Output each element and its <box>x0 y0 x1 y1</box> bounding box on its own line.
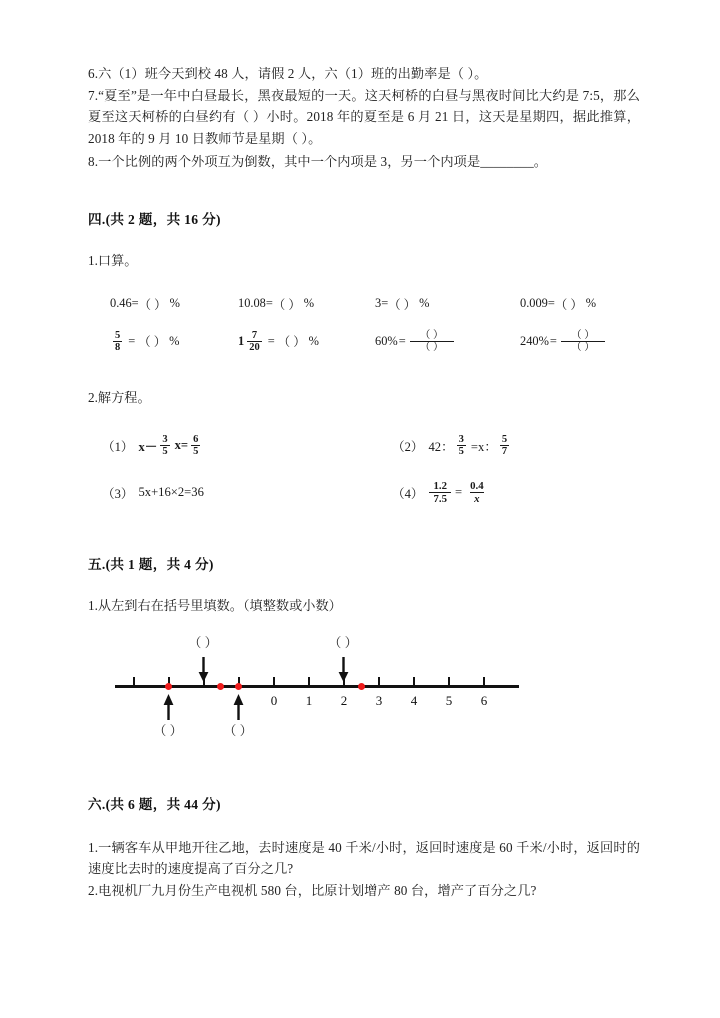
number-line-tick <box>483 677 485 686</box>
equation-1-label: （1） <box>102 440 134 455</box>
calc-unit-5: % <box>308 333 319 348</box>
number-line-blank-above-1[interactable]: （ ） <box>188 634 218 650</box>
section-four-q2-title: 2.解方程。 <box>88 390 151 406</box>
equation-4-fraction-right <box>466 480 488 505</box>
fraction-numerator: 5 <box>501 434 508 446</box>
calc-item-mixed-number <box>238 330 375 354</box>
blank-numerator[interactable]: （ ） <box>571 329 595 341</box>
number-line-tick <box>413 677 415 686</box>
fraction-7-20 <box>247 330 262 354</box>
calc-eq-sign-3: = <box>549 333 557 348</box>
calc-eq-sign-2: = <box>398 333 406 348</box>
question-6-text: 6.六（1）班今天到校 48 人，请假 2 人，六（1）班的出勤率是（ ）。 <box>88 66 488 81</box>
equation-2-pre: 42： <box>428 440 454 455</box>
calc-blank-1[interactable]: （ ） <box>272 297 301 312</box>
equation-2-label: （2） <box>392 440 424 455</box>
number-line-label-4: 4 <box>410 692 418 708</box>
fraction-numerator: 6 <box>193 434 199 446</box>
fraction-numerator: 7 <box>251 329 258 341</box>
calc-item-five-eighths <box>110 330 238 354</box>
calc-blank-4[interactable]: （ ） <box>138 335 167 350</box>
fill-in-question-7 <box>88 85 640 150</box>
equation-1-mid: x= <box>174 438 189 453</box>
mixed-number-1-7-20 <box>238 330 265 354</box>
question-7-text: 7.“夏至”是一年中白昼最长，黑夜最短的一天。这天柯桥的白昼与黑夜时间比大约是 7:5，那么夏至这天柯桥的白昼约有（ ）小时。2018 年的夏至是 6 月 21 日，这天是星期四，据此推算，2018 年的 9 月 10 日教师节是星期（ ）。 <box>88 87 640 146</box>
number-line-tick <box>273 677 275 686</box>
fraction-denominator: 5 <box>458 446 464 458</box>
calc-unit-1: % <box>303 296 315 310</box>
number-line-label-0: 0 <box>270 692 278 708</box>
blank-numerator[interactable]: （ ） <box>419 329 444 341</box>
fraction-denominator: 20 <box>249 341 260 353</box>
arrow-up-icon-1 <box>163 694 174 720</box>
section-four-heading: 四.(共 2 题，共 16 分) <box>88 211 221 227</box>
calc-unit-3: % <box>585 296 597 310</box>
fraction-numerator: 1.2 <box>433 479 447 492</box>
fraction-denominator: x <box>470 492 483 505</box>
calc-blank-2[interactable]: （ ） <box>388 297 417 312</box>
question-8-text: 8.一个比例的两个外项互为倒数，其中一个内项是 3，另一个内项是________。 <box>88 154 548 169</box>
blank-fraction-240[interactable] <box>561 330 605 354</box>
equation-3 <box>102 480 392 505</box>
number-line-blank-below-1[interactable]: （ ） <box>153 722 183 738</box>
fraction-denominator: 7.5 <box>429 492 451 505</box>
number-line-tick <box>448 677 450 686</box>
number-line-label-1: 1 <box>305 692 313 708</box>
calc-unit-4: % <box>169 333 180 348</box>
number-line-marker-dot <box>235 683 242 690</box>
equation-4-fraction-left <box>429 480 451 505</box>
equation-4-label: （4） <box>392 486 424 501</box>
number-line-tick <box>343 677 345 686</box>
equation-2-fraction-5-7 <box>500 434 509 458</box>
calc-left-0: 0.46= <box>110 296 139 310</box>
equation-row-2 <box>88 480 640 505</box>
fraction-numerator: 3 <box>458 434 464 446</box>
number-line-label-5: 5 <box>445 692 453 708</box>
section-six-heading: 六.(共 6 题，共 44 分) <box>88 796 221 812</box>
calc-item-60-percent <box>375 330 520 354</box>
calc-eq-sign-0: = <box>128 333 136 348</box>
fill-in-question-8 <box>88 151 640 173</box>
number-line-marker-dot <box>358 683 365 690</box>
number-line-label-2: 2 <box>340 692 348 708</box>
equation-3-text: 5x+16×2=36 <box>138 484 204 499</box>
word-problem-1: 1.一辆客车从甲地开往乙地，去时速度是 40 千米/小时，返回时速度是 60 千米/小时，返回时的速度比去时的速度提高了百分之几? <box>88 839 640 877</box>
equation-3-label: （3） <box>102 486 134 501</box>
number-line-label-6: 6 <box>480 692 488 708</box>
equation-row-1 <box>88 434 640 458</box>
number-line-figure <box>88 632 640 740</box>
arrow-up-icon-2 <box>233 694 244 720</box>
section-five-q1-title: 1.从左到右在括号里填数。（填整数或小数） <box>88 597 342 613</box>
calc-left-1: 10.08= <box>238 296 273 310</box>
calc-item-0.009 <box>520 295 596 313</box>
equation-2-fraction-3-5 <box>457 434 466 458</box>
calc-blank-3[interactable]: （ ） <box>554 297 583 312</box>
number-line-blank-above-2[interactable]: （ ） <box>328 634 358 650</box>
calc-blank-5[interactable]: （ ） <box>277 335 306 350</box>
fraction-numerator: 5 <box>115 329 121 341</box>
calc-left-2: 3= <box>375 296 389 310</box>
fraction-denominator: 5 <box>162 446 168 458</box>
blank-fraction-60[interactable] <box>410 330 454 354</box>
calc-unit-2: % <box>419 296 430 310</box>
equation-1-fraction-6-5 <box>191 434 200 458</box>
number-line-tick <box>133 677 135 686</box>
calc-item-3 <box>375 295 520 313</box>
number-line-marker-dot <box>165 683 172 690</box>
number-line-blank-below-2[interactable]: （ ） <box>223 722 253 738</box>
calc-item-0.46 <box>110 295 238 313</box>
equation-1 <box>102 434 392 458</box>
calc-eq-sign-1: = <box>267 333 275 348</box>
section-five-heading: 五.(共 1 题，共 4 分) <box>88 556 214 572</box>
fraction-denominator: 5 <box>193 446 199 458</box>
calc-left-240pct: 240% <box>520 333 549 348</box>
blank-denominator[interactable]: （ ） <box>410 341 454 353</box>
number-line-marker-dot <box>217 683 224 690</box>
number-line-axis <box>115 685 519 688</box>
number-line-label-3: 3 <box>375 692 383 708</box>
equation-2-mid: =x： <box>470 440 497 455</box>
fill-in-question-6 <box>88 63 640 85</box>
calc-item-10.08 <box>238 295 375 313</box>
calc-item-240-percent <box>520 330 608 354</box>
word-problem-2: 2.电视机厂九月份生产电视机 580 台，比原计划增产 80 台，增产了百分之几? <box>88 882 537 898</box>
equation-1-pre: x－ <box>138 440 158 455</box>
equation-4 <box>392 480 492 505</box>
calc-left-60pct: 60% <box>375 333 398 348</box>
fraction-denominator: 8 <box>115 341 121 353</box>
calc-left-3: 0.009= <box>520 296 555 310</box>
fraction-denominator: 7 <box>501 446 508 458</box>
number-line-tick <box>308 677 310 686</box>
page-content <box>88 0 640 901</box>
blank-denominator[interactable]: （ ） <box>561 341 605 353</box>
fraction-numerator: 0.4 <box>470 479 484 492</box>
equation-4-eq-sign: = <box>454 484 463 499</box>
calc-unit-0: % <box>169 296 180 310</box>
fraction-5-8 <box>113 330 122 354</box>
number-line-tick <box>378 677 380 686</box>
number-line-tick <box>203 677 205 686</box>
calc-blank-0[interactable]: （ ） <box>138 297 167 312</box>
section-four-q1-title: 1.口算。 <box>88 252 138 268</box>
oral-calc-row-2 <box>88 330 640 354</box>
fraction-numerator: 3 <box>162 434 168 446</box>
equation-2 <box>392 434 512 458</box>
equation-1-fraction-3-5 <box>160 434 169 458</box>
oral-calc-row-1 <box>88 295 640 313</box>
mixed-whole-part: 1 <box>238 333 245 348</box>
